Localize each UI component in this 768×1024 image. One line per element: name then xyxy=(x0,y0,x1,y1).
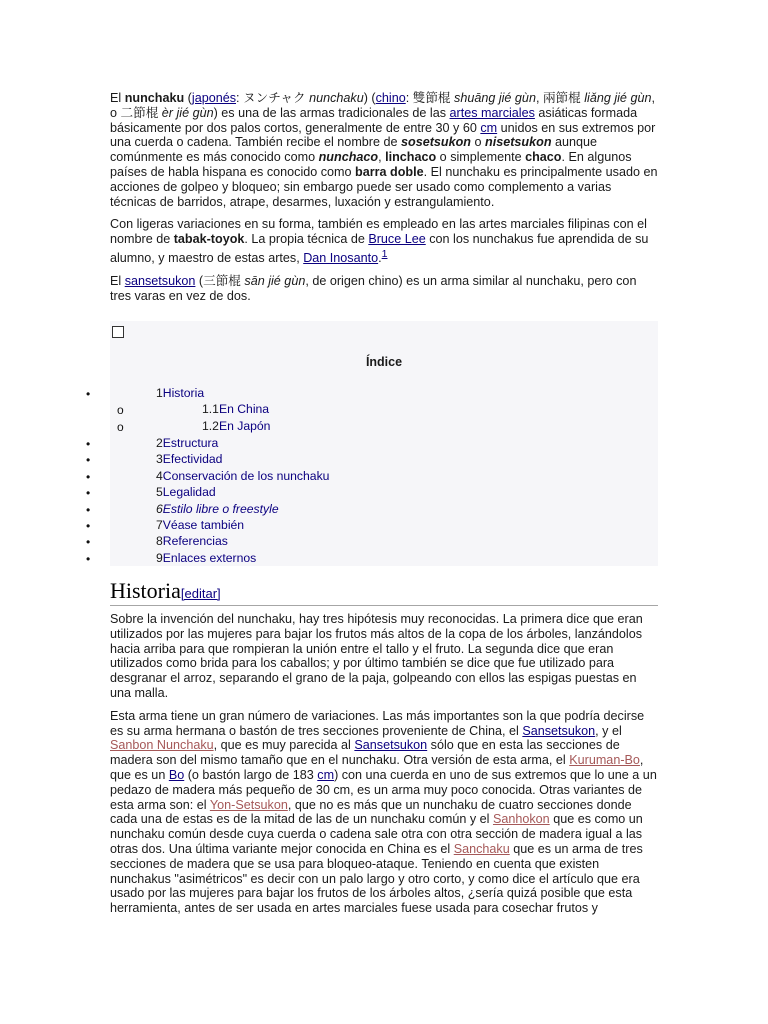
toc-label: Estilo libre o freestyle xyxy=(162,502,279,516)
link-sanchaku[interactable]: Sanchaku xyxy=(453,841,510,856)
text: unidos en sus extremos por una cuerda o cadena. También recibe el nombre de xyxy=(110,120,656,150)
toc-item-referencias[interactable] xyxy=(156,534,228,548)
toc-sub-bullet: o xyxy=(117,420,124,434)
toc-item-en-china[interactable] xyxy=(202,402,269,416)
term-chaco: chaco xyxy=(525,150,562,165)
toc-item-legalidad[interactable] xyxy=(156,485,216,499)
text: , o 二節棍 xyxy=(110,91,655,120)
link-sansetsukon[interactable]: Sansetsukon xyxy=(522,723,596,738)
toc-toggle-checkbox[interactable] xyxy=(112,326,124,338)
link-cm[interactable]: cm xyxy=(317,767,335,782)
toc-sub-bullet: o xyxy=(117,403,124,417)
toc-number: 5 xyxy=(156,485,163,499)
text: , que es muy parecida al xyxy=(213,738,355,753)
text: ( xyxy=(184,91,192,105)
text: ) ( xyxy=(363,91,376,105)
link-bo[interactable]: Bo xyxy=(168,767,185,782)
section-title: Historia xyxy=(110,578,181,603)
term-linchaco: linchaco xyxy=(385,150,437,165)
link-artes-marciales[interactable]: artes marciales xyxy=(449,105,535,120)
toc-item-estilo-libre[interactable] xyxy=(156,502,279,516)
text: (三節棍 xyxy=(195,273,245,288)
toc-label: Conservación de los nunchaku xyxy=(162,469,330,483)
term-tabak-toyok: tabak-toyok xyxy=(173,232,245,247)
intro-paragraph-1 xyxy=(110,91,660,209)
text: o xyxy=(471,135,486,150)
toc-label: Véase también xyxy=(162,518,245,532)
toc-bullet: • xyxy=(86,437,91,451)
text: ) es una de las armas tradicionales de las xyxy=(213,105,450,120)
toc-bullet: • xyxy=(86,552,91,566)
text: El xyxy=(110,91,125,105)
toc-number: 1.1 xyxy=(202,402,219,416)
text: que es como un nunchaku común desde cuya cuerda o cadena sale otra con otra sección de madera igual a las otras dos. Una última variante mejor conocida en China es el xyxy=(110,812,643,856)
toc-item-conservacion[interactable] xyxy=(156,469,329,483)
italic-text: nunchaku xyxy=(309,91,364,105)
link-sanhokon[interactable]: Sanhokon xyxy=(492,812,550,827)
text: . El nunchaku es principalmente usado en acciones de golpeo y bloqueo; sin embargo puede ser usado como complemento a varias técnicas de barridos, atrape, desarmes, luxación y estrangulamiento. xyxy=(110,164,658,209)
term-barra-doble: barra doble xyxy=(355,164,424,179)
toc-item-efectividad[interactable] xyxy=(156,452,222,466)
italic-text: shuāng jié gùn xyxy=(454,91,536,105)
text: ) con una cuerda en uno de sus extremos que lo une a un pedazo de madera más pequeño de 30 cm, es un arma muy poco conocida. Otras variantes de esta arma son: el xyxy=(110,767,657,812)
toc-bullet: • xyxy=(86,519,91,533)
text: (o bastón largo de 183 xyxy=(184,767,318,782)
italic-text: liǎng jié gùn xyxy=(584,91,652,105)
toc-item-historia[interactable] xyxy=(156,386,204,400)
historia-content xyxy=(110,612,658,924)
intro-paragraph-2 xyxy=(110,217,660,266)
toc-item-en-japon[interactable] xyxy=(202,419,270,433)
term-nisetsukon: nisetsukon xyxy=(485,135,552,150)
toc-label: Legalidad xyxy=(162,485,216,499)
text: asiáticas formada básicamente por dos palos cortos, generalmente de entre 30 y 60 xyxy=(110,105,638,135)
link-sansetsukon[interactable]: Sansetsukon xyxy=(354,738,428,753)
link-sansetsukon[interactable]: sansetsukon xyxy=(124,273,196,288)
link-sanbon-nunchaku[interactable]: Sanbon Nunchaku xyxy=(110,738,214,753)
text: o simplemente xyxy=(436,150,526,165)
article-intro xyxy=(110,91,660,312)
text: . La propia técnica de xyxy=(244,232,369,247)
text: aunque comúnmente es más conocido como xyxy=(110,135,598,165)
link-bruce-lee[interactable]: Bruce Lee xyxy=(368,232,426,247)
link-yon-setsukon[interactable]: Yon-Setsukon xyxy=(209,797,288,812)
toc-label: Historia xyxy=(162,386,205,400)
text: : ヌンチャク xyxy=(236,91,310,105)
section-heading-historia xyxy=(110,578,658,606)
toc-item-vease-tambien[interactable] xyxy=(156,518,244,532)
toc-title: Índice xyxy=(365,355,403,369)
toc-bullet: • xyxy=(86,486,91,500)
text: , de origen chino) es un arma similar al nunchaku, pero con tres varas en vez de dos. xyxy=(110,273,637,303)
link-cm[interactable]: cm xyxy=(480,120,498,135)
text: : 雙節棍 xyxy=(405,91,455,105)
text: Con ligeras variaciones en su forma, también es empleado en las artes marciales filipinas con el nombre de xyxy=(110,217,647,247)
italic-text: sān jié gùn xyxy=(244,273,306,288)
term-nunchaku: nunchaku xyxy=(124,91,185,105)
toc-label: Referencias xyxy=(162,534,228,548)
toc-item-estructura[interactable] xyxy=(156,436,218,450)
link-dan-inosanto[interactable]: Dan Inosanto xyxy=(303,251,379,266)
text: , 兩節棍 xyxy=(535,91,585,105)
toc-label: En Japón xyxy=(218,419,271,433)
text: , y el xyxy=(595,723,622,738)
toc-bullet: • xyxy=(86,470,91,484)
text: , que no es más que un nunchaku de cuatro secciones donde cada una de estas es de la mitad de las de un nunchaku común y el xyxy=(110,797,632,827)
toc-number: 7 xyxy=(156,518,163,532)
toc-bullet: • xyxy=(86,503,91,517)
text: El xyxy=(110,273,125,288)
text: . En algunos países de habla hispana es conocido como xyxy=(110,150,632,179)
toc-bullet: • xyxy=(86,387,91,401)
toc-bullet: • xyxy=(86,535,91,549)
text: . xyxy=(378,251,382,266)
link-japones[interactable]: japonés xyxy=(191,91,237,105)
toc-bullet: • xyxy=(86,453,91,467)
text: que es un arma de tres secciones de madera que se usa para bloqueo-ataque. Teniendo en cuenta que existen nunchakus "asimétricos" es decir con un palo largo y otro corto, y como dice el artículo que era usado por las mujeres para bajar los frutos de los árboles altos, ¿sería quizá posible que esta herramienta, antes de ser usada en artes marciales fuese usada para cosechar frutos y xyxy=(110,841,643,916)
italic-text: èr jié gùn xyxy=(161,105,214,120)
historia-paragraph-2 xyxy=(110,709,658,916)
text: sólo que en esta las secciones de madera son del mismo tamaño que en el nunchaku. Otra versión de esta arma, el xyxy=(110,738,620,768)
reference-link[interactable]: 1 xyxy=(381,247,388,260)
toc-number: 4 xyxy=(156,469,163,483)
toc-number: 9 xyxy=(156,551,163,565)
toc-number: 8 xyxy=(156,534,163,548)
toc-number: 2 xyxy=(156,436,163,450)
link-chino[interactable]: chino xyxy=(375,91,406,105)
toc-label: En China xyxy=(218,402,270,416)
historia-paragraph-1: Sobre la invención del nunchaku, hay tres hipótesis muy reconocidas. La primera dice que eran utilizados por las mujeres para bajar los frutos más altos de la copa de los árboles, lanzándolos hacia arriba para que rompieran la unión entre el tallo y el fruto. La segunda dice que eran utilizados como brida para los caballos; y por último también se dice que fue utilizado para desgranar el arroz, separando el grano de la paja, golpeando con ellos las espigas puestas en una malla. xyxy=(110,612,643,700)
text: con los nunchakus fue aprendida de su alumno, y maestro de estas artes, xyxy=(110,232,649,266)
link-kuruman-bo[interactable]: Kuruman-Bo xyxy=(569,753,640,768)
text: , que es un xyxy=(110,753,644,782)
term-sosetsukon: sosetsukon xyxy=(401,135,472,150)
toc-number: 6 xyxy=(156,502,163,516)
text: Esta arma tiene un gran número de variaciones. Las más importantes son la que podría decirse es su arma hermana o bastón de tres secciones proveniente de China, el xyxy=(110,708,645,738)
toc-label: Estructura xyxy=(162,436,219,450)
toc-label: Enlaces externos xyxy=(162,551,257,565)
toc-number: 1 xyxy=(156,386,163,400)
edit-link[interactable]: [editar] xyxy=(180,586,221,601)
term-nunchaco: nunchaco xyxy=(318,150,379,165)
toc-label: Efectividad xyxy=(162,452,223,466)
toc-number: 1.2 xyxy=(202,419,219,433)
toc-number: 3 xyxy=(156,452,163,466)
text: , xyxy=(378,150,386,165)
toc-item-enlaces-externos[interactable] xyxy=(156,551,256,565)
intro-paragraph-3 xyxy=(110,274,660,304)
